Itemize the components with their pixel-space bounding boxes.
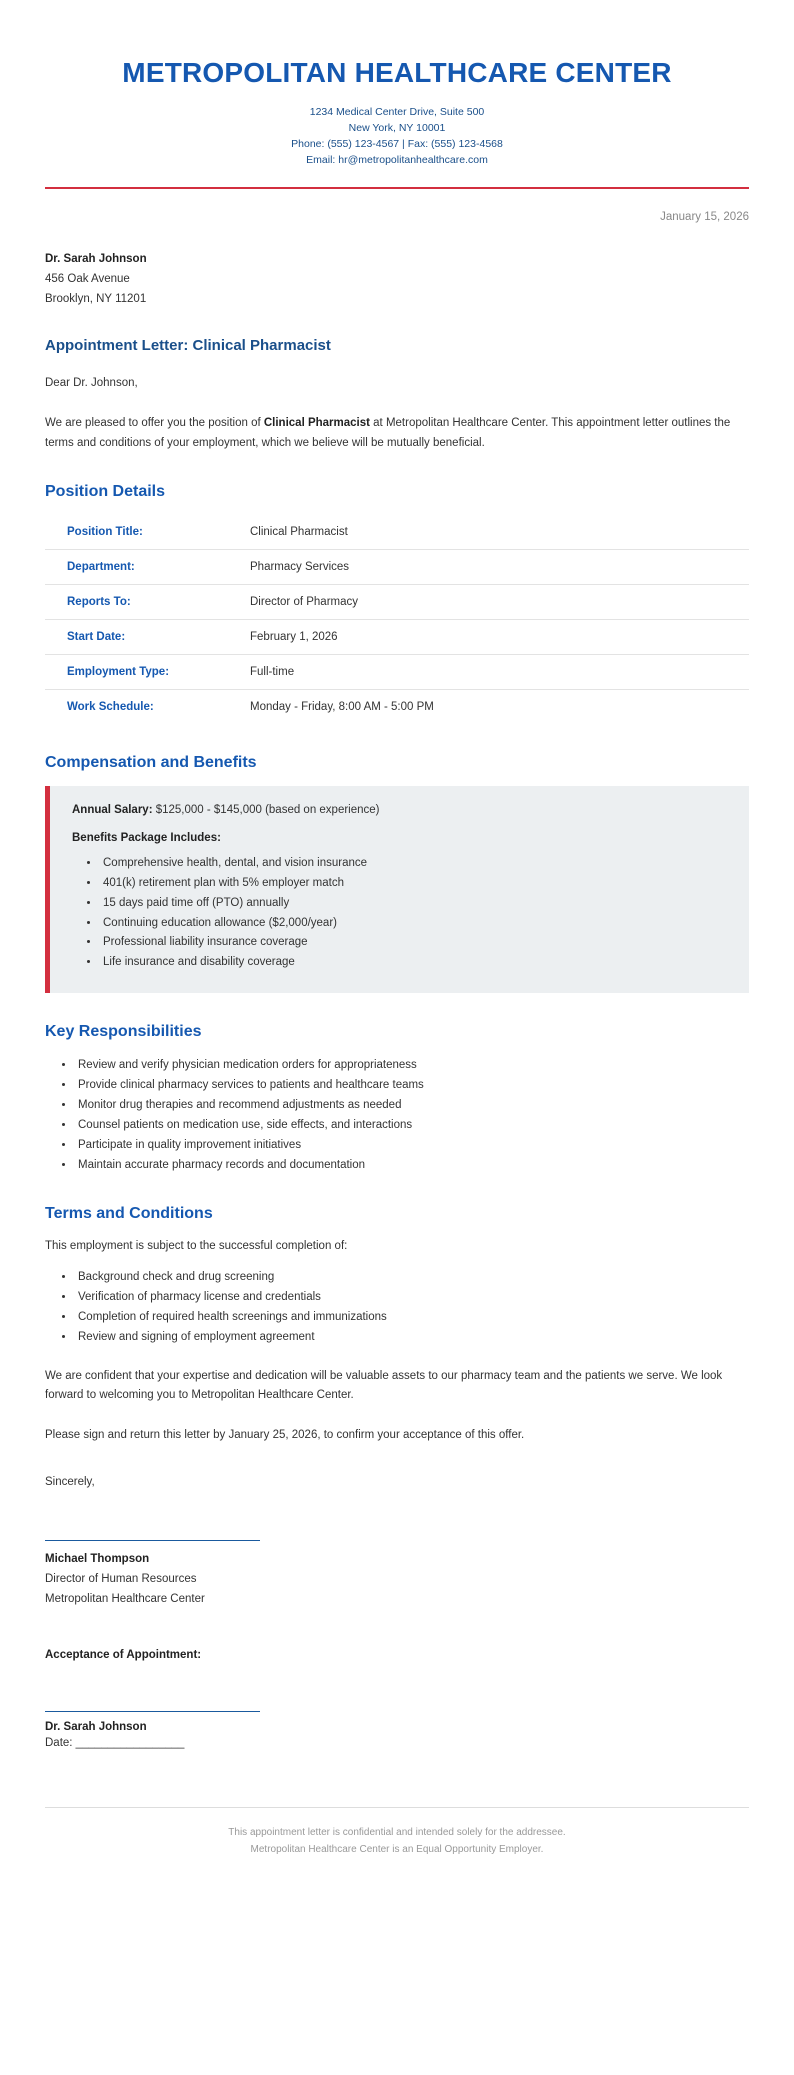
annual-salary-line: [72, 804, 727, 816]
list-item: • Continuing education allowance ($2,000/year): [100, 914, 727, 934]
intro-position-title: Clinical Pharmacist: [263, 416, 370, 429]
benefits-package-title: Benefits Package Includes:: [72, 832, 221, 845]
detail-key: Employment Type:: [45, 655, 250, 690]
footer-line-2: Metropolitan Healthcare Center is an Equal Opportunity Employer.: [250, 1844, 544, 1856]
recipient-city-state-zip: Brooklyn, NY 11201: [45, 292, 147, 305]
list-item: • Maintain accurate pharmacy records and documentation: [75, 1155, 749, 1175]
letter-subject: Appointment Letter: Clinical Pharmacist: [45, 337, 331, 355]
benefits-list: [72, 854, 727, 973]
address-line-1: 1234 Medical Center Drive, Suite 500: [309, 105, 485, 118]
list-item: • Review and verify physician medication orders for appropriateness: [75, 1055, 749, 1075]
section-heading-terms: Terms and Conditions: [45, 1204, 213, 1222]
position-details-table: [45, 515, 749, 724]
table-row: [45, 690, 749, 725]
signer-name: Michael Thompson: [45, 1552, 150, 1565]
letterhead: [45, 40, 749, 169]
table-row: [45, 550, 749, 585]
organization-name: METROPOLITAN HEALTHCARE CENTER: [122, 57, 672, 88]
recipient-street: 456 Oak Avenue: [45, 272, 130, 285]
recipient-name: Dr. Sarah Johnson: [45, 252, 147, 265]
acceptance-date-field[interactable]: Date: _________________: [45, 1737, 185, 1750]
recipient-address-block: [45, 249, 749, 309]
list-item: • Life insurance and disability coverage: [100, 953, 727, 973]
signer-title: Director of Human Resources: [45, 1572, 197, 1585]
list-item: • Counsel patients on medication use, side effects, and interactions: [75, 1115, 749, 1135]
letter-date: January 15, 2026: [660, 210, 749, 223]
intro-text-after: at Metropolitan Healthcare Center. This appointment letter outlines the terms and conditions of your employment, which we believe will be mutually beneficial.: [45, 416, 731, 449]
list-item: • Verification of pharmacy license and credentials: [75, 1287, 749, 1307]
detail-value: Director of Pharmacy: [250, 585, 749, 620]
terms-intro-paragraph: This employment is subject to the successful completion of:: [45, 1239, 348, 1252]
acceptance-name: Dr. Sarah Johnson: [45, 1721, 147, 1734]
list-item: • Professional liability insurance coverage: [100, 933, 727, 953]
annual-salary-value: $125,000 - $145,000 (based on experience): [152, 804, 380, 817]
table-row: [45, 620, 749, 655]
phone-fax-line: Phone: (555) 123-4567 | Fax: (555) 123-4568: [291, 138, 503, 151]
list-item: • Completion of required health screenings and immunizations: [75, 1307, 749, 1327]
compensation-highlight-box: [45, 786, 749, 993]
signature-line-signer: [45, 1540, 260, 1541]
responsibilities-list: [45, 1055, 749, 1175]
section-heading-responsibilities: Key Responsibilities: [45, 1022, 202, 1040]
footer-line-1: This appointment letter is confidential and intended solely for the addressee.: [228, 1827, 566, 1839]
list-item: • Review and signing of employment agreement: [75, 1327, 749, 1347]
list-item: • Background check and drug screening: [75, 1267, 749, 1287]
list-item: • Monitor drug therapies and recommend adjustments as needed: [75, 1095, 749, 1115]
sincerely-line: Sincerely,: [45, 1475, 95, 1488]
annual-salary-label: Annual Salary:: [72, 804, 153, 817]
organization-contact-block: [45, 104, 749, 169]
intro-text-before: We are pleased to offer you the position of: [45, 416, 264, 429]
acceptance-heading: Acceptance of Appointment:: [45, 1649, 202, 1662]
deadline-paragraph: Please sign and return this letter by January 25, 2026, to confirm your acceptance of this offer.: [45, 1429, 525, 1442]
list-item: • Participate in quality improvement initiatives: [75, 1135, 749, 1155]
detail-value: Monday - Friday, 8:00 AM - 5:00 PM: [250, 701, 434, 714]
section-heading-position-details: Position Details: [45, 483, 166, 501]
terms-list: [45, 1267, 749, 1347]
footer: [45, 1824, 749, 1858]
detail-value: February 1, 2026: [250, 620, 749, 655]
detail-key: Department:: [45, 550, 250, 585]
detail-value: Pharmacy Services: [250, 550, 749, 585]
section-heading-compensation: Compensation and Benefits: [45, 754, 257, 772]
signer-organization: Metropolitan Healthcare Center: [45, 1592, 205, 1605]
detail-key: Reports To:: [45, 585, 250, 620]
closing-paragraph: We are confident that your expertise and dedication will be valuable assets to our pharmacy team and the patients we serve. We look forward to welcoming you to Metropolitan Healthcare Center.: [45, 1369, 723, 1402]
address-line-2: New York, NY 10001: [348, 121, 446, 134]
detail-value: Full-time: [250, 655, 749, 690]
intro-paragraph: [45, 414, 749, 454]
list-item: • Provide clinical pharmacy services to patients and healthcare teams: [75, 1075, 749, 1095]
table-row: [45, 515, 749, 550]
table-row: [45, 655, 749, 690]
table-row: [45, 585, 749, 620]
email-line: Email: hr@metropolitanhealthcare.com: [306, 154, 488, 167]
list-item: • 401(k) retirement plan with 5% employer match: [100, 874, 727, 894]
detail-key: Work Schedule:: [67, 701, 154, 714]
detail-key: Position Title:: [45, 515, 250, 550]
detail-value: Clinical Pharmacist: [250, 515, 749, 550]
detail-key: Start Date:: [45, 620, 250, 655]
signer-block: [45, 1550, 749, 1609]
list-item: • 15 days paid time off (PTO) annually: [100, 894, 727, 914]
footer-divider: [45, 1807, 749, 1808]
list-item: • Comprehensive health, dental, and vision insurance: [100, 854, 727, 874]
header-divider: [45, 187, 749, 189]
salutation: Dear Dr. Johnson,: [45, 377, 138, 390]
signature-line-acceptance[interactable]: [45, 1711, 260, 1712]
